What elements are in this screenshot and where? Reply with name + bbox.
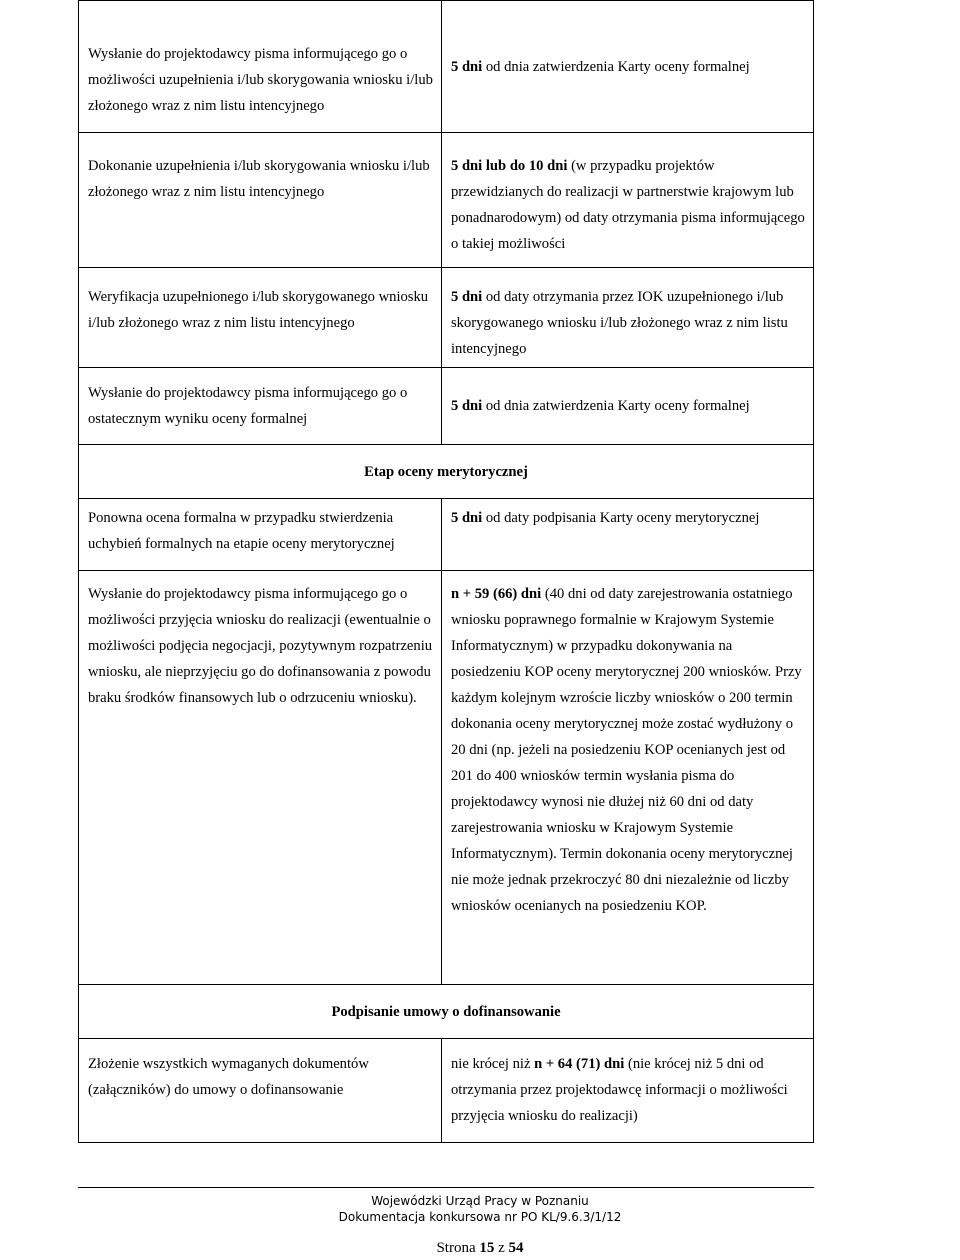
deadline-bold: n + 64 (71) dni [534, 1056, 625, 1072]
deadline-text: od daty podpisania Karty oceny merytorycznej [482, 510, 760, 526]
task-cell [79, 571, 442, 985]
deadline-cell [442, 268, 814, 368]
deadline-text: od dnia zatwierdzenia Karty oceny formalnej [482, 58, 750, 75]
table-row [79, 368, 814, 445]
section-heading-contract: Podpisanie umowy o dofinansowanie [79, 985, 814, 1039]
deadline-bold: 5 dni [451, 289, 483, 305]
deadline-text: (nie krócej niż 5 dni od otrzymania przez projektodawcę informacji o możliwości przyjęcia wniosku do realizacji) [451, 1056, 788, 1124]
footer-docref: Dokumentacja konkursowa nr PO KL/9.6.3/1/12 [338, 1210, 622, 1224]
deadline-text: od daty otrzymania przez IOK uzupełnionego i/lub skorygowanego wniosku i/lub złożonego wraz z nim listu intencyjnego [451, 289, 788, 357]
page-total: 54 [508, 1240, 524, 1256]
footer-office: Wojewódzki Urząd Pracy w Poznaniu [371, 1194, 589, 1208]
deadline-cell [442, 133, 814, 268]
footer-divider [78, 1187, 814, 1188]
section-header-row [79, 985, 814, 1039]
deadline-bold: 5 dni [451, 510, 483, 526]
task-cell [79, 368, 442, 445]
task-cell [79, 1, 442, 133]
deadline-bold: 5 dni [451, 58, 483, 75]
table-row [79, 1, 814, 133]
deadline-text: (w przypadku projektów przewidzianych do realizacji w partnerstwie krajowym lub ponadnarodowym) od daty otrzymania pisma informującego o takiej możliwości [451, 158, 805, 252]
task-cell [79, 268, 442, 368]
page-current: 15 [479, 1240, 495, 1256]
page-sep: z [494, 1240, 509, 1256]
task-text: Wysłanie do projektodawcy pisma informującego go o ostatecznym wyniku oceny formalnej [88, 385, 408, 427]
task-cell [79, 499, 442, 571]
table-row [79, 571, 814, 985]
deadline-cell [442, 368, 814, 445]
deadline-cell [442, 499, 814, 571]
deadline-text: od dnia zatwierdzenia Karty oceny formalnej [482, 398, 750, 414]
task-text: Ponowna ocena formalna w przypadku stwierdzenia uchybień formalnych na etapie oceny merytorycznej [88, 510, 395, 552]
page-label: Strona [436, 1240, 480, 1256]
deadline-bold: 5 dni lub do 10 dni [451, 158, 568, 174]
table-row [79, 499, 814, 571]
deadline-text: (40 dni od daty zarejestrowania ostatniego wniosku poprawnego formalnie w Krajowym Systemie Informatycznym) w przypadku dokonywania na posiedzeniu KOP oceny merytorycznej 200 wniosków. Przy każdym kolejnym wzroście liczby wniosków o 200 termin dokonania oceny merytorycznej może zostać wydłużony o 20 dni (np. jeżeli na posiedzeniu KOP ocenianych jest od 201 do 400 wniosków termin wysłania pisma do projektodawcy wynosi nie dłużej niż 60 dni od daty zarejestrowania wniosku w Krajowym Systemie Informatycznym). Termin dokonania oceny merytorycznej nie może jednak przekroczyć 80 dni niezależnie od liczby wniosków ocenianych na posiedzeniu KOP. [451, 586, 802, 914]
deadline-cell [442, 1039, 814, 1143]
table-row [79, 1039, 814, 1143]
task-text: Złożenie wszystkich wymaganych dokumentów (załączników) do umowy o dofinansowanie [88, 1056, 369, 1098]
page-number [0, 1240, 960, 1257]
section-heading-merit: Etap oceny merytorycznej [79, 445, 814, 499]
deadline-prefix: nie krócej niż [451, 1056, 535, 1072]
deadline-cell [442, 571, 814, 985]
task-cell [79, 1039, 442, 1143]
task-text: Dokonanie uzupełnienia i/lub skorygowania wniosku i/lub złożonego wraz z nim listu intencyjnego [88, 158, 430, 200]
deadline-bold: n + 59 (66) dni [451, 586, 542, 602]
section-header-row [79, 445, 814, 499]
task-text: Wysłanie do projektodawcy pisma informującego go o możliwości przyjęcia wniosku do realizacji (ewentualnie o możliwości podjęcia negocjacji, pozytywnym rozpatrzeniu wniosku, ale nieprzyjęciu go do dofinansowania z powodu braku środków finansowych lub o odrzuceniu wniosku). [88, 586, 433, 706]
table-row [79, 268, 814, 368]
task-text: Weryfikacja uzupełnionego i/lub skorygowanego wniosku i/lub złożonego wraz z nim listu intencyjnego [88, 289, 429, 331]
task-text: Wysłanie do projektodawcy pisma informującego go o możliwości uzupełnienia i/lub skorygowania wniosku i/lub złożonego wraz z nim listu intencyjnego [88, 46, 433, 114]
deadline-bold: 5 dni [451, 398, 483, 414]
table-row [79, 133, 814, 268]
task-cell [79, 133, 442, 268]
schedule-table [78, 0, 814, 1143]
deadline-cell [442, 1, 814, 133]
